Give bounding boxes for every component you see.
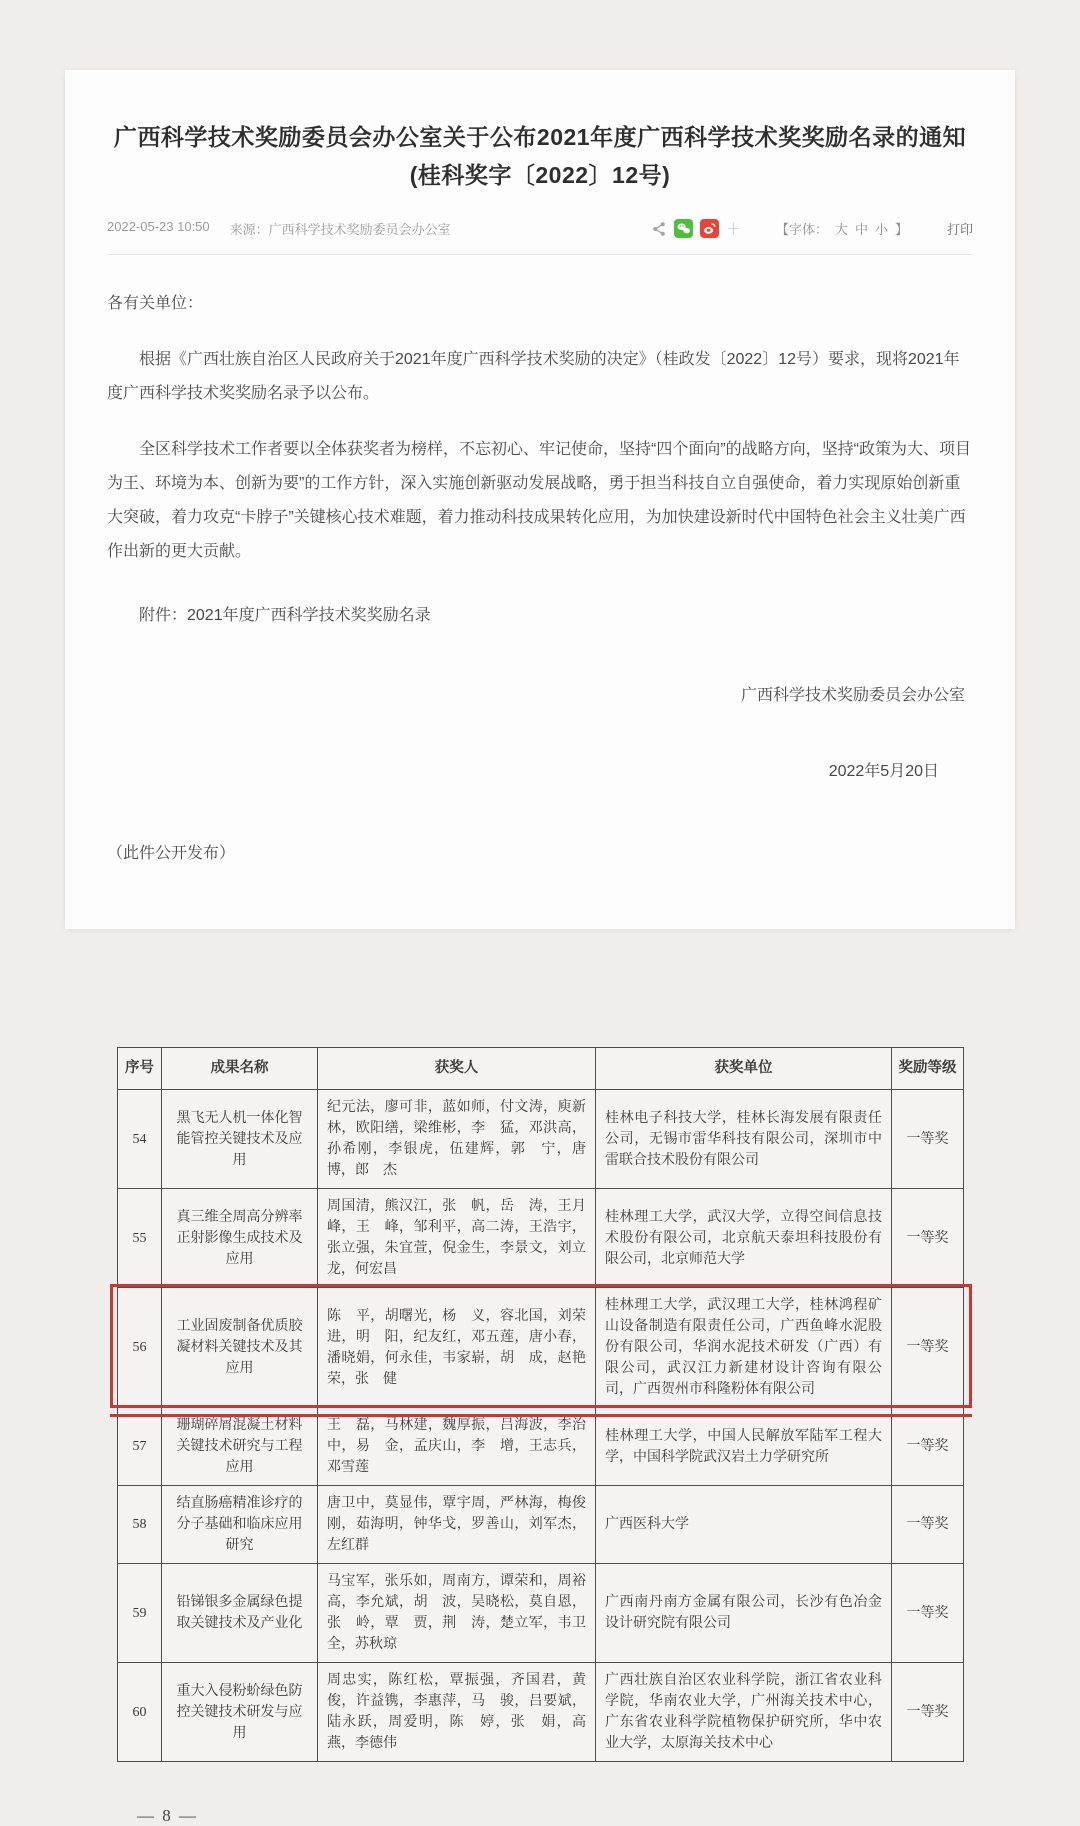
header-serial: 序号 <box>118 1048 162 1090</box>
notice-card <box>65 70 1015 929</box>
cell-serial: 57 <box>118 1408 162 1486</box>
cell-units: 广西南丹南方金属有限公司，长沙有色冶金设计研究院有限公司 <box>596 1564 892 1663</box>
cell-serial: 56 <box>118 1288 162 1408</box>
page-number: — 8 — <box>137 1806 198 1825</box>
table-row <box>118 1564 964 1663</box>
cell-achievement: 重大入侵粉蚧绿色防控关键技术研发与应用 <box>162 1663 318 1762</box>
table-header-row <box>118 1048 964 1090</box>
share-group <box>651 218 741 239</box>
cell-units: 桂林电子科技大学，桂林长海发展有限责任公司，无锡市雷华科技有限公司，深圳市中雷联合技术股份有限公司 <box>596 1090 892 1189</box>
plus-more-icon[interactable]: ＋ <box>725 221 741 238</box>
cell-grade: 一等奖 <box>892 1486 964 1564</box>
cell-achievement: 铅锑银多金属绿色提取关键技术及产业化 <box>162 1564 318 1663</box>
cell-winners: 王 磊，马林建，魏厚振，吕海波，李治中，易 金，孟庆山，李 增，王志兵，邓雪莲 <box>318 1408 596 1486</box>
header-achievement: 成果名称 <box>162 1048 318 1090</box>
cell-winners: 纪元法，廖可非，蓝如师，付文涛，庾新林，欧阳缮，梁维彬，李 猛，邓洪高，孙希刚，李银虎，伍建辉，郭 宁，唐 博，郎 杰 <box>318 1090 596 1189</box>
sign-date: 2022年5月20日 <box>828 763 939 780</box>
attachment-line: 附件：2021年度广西科学技术奖奖励名录 <box>139 607 431 624</box>
signer-office: 广西科学技术奖励委员会办公室 <box>740 687 965 704</box>
cell-winners: 周国清，熊汉江，张 帆，岳 涛，王月峰，王 峰，邹利平，高二涛，王浩宇，张立强，朱宜萱，倪金生，李景文，刘立龙，何宏昌 <box>318 1189 596 1288</box>
award-table-zone <box>117 1047 963 1826</box>
notice-body <box>107 287 973 871</box>
font-size-medium[interactable]: 中 <box>854 222 868 237</box>
source-label: 来源：广西科学技术奖励委员会办公室 <box>229 222 451 237</box>
table-row <box>118 1486 964 1564</box>
meta-bar <box>107 218 973 255</box>
cell-winners: 周忠实，陈红松，覃振强，齐国君，黄 俊，许益镌，李惠萍，马 骏，吕要斌，陆永跃，周爱明，陈 婷，张 娟，高 燕，李德伟 <box>318 1663 596 1762</box>
wechat-share-icon[interactable] <box>674 219 693 238</box>
page-title-line2: (桂科奖字〔2022〕12号) <box>409 162 671 188</box>
cell-achievement: 结直肠癌精准诊疗的分子基础和临床应用研究 <box>162 1486 318 1564</box>
share-icon[interactable] <box>651 221 667 237</box>
table-row <box>118 1189 964 1288</box>
cell-grade: 一等奖 <box>892 1189 964 1288</box>
cell-grade: 一等奖 <box>892 1288 964 1408</box>
font-size-small[interactable]: 小 <box>874 222 888 237</box>
cell-serial: 55 <box>118 1189 162 1288</box>
cell-achievement: 黑飞无人机一体化智能管控关键技术及应用 <box>162 1090 318 1189</box>
award-table <box>117 1047 964 1762</box>
cell-units: 广西壮族自治区农业科学院，浙江省农业科学院，华南农业大学，广州海关技术中心，广东省农业科学院植物保护研究所，华中农业大学，太原海关技术中心 <box>596 1663 892 1762</box>
public-release-note: （此件公开发布） <box>107 845 236 862</box>
cell-units: 广西医科大学 <box>596 1486 892 1564</box>
cell-serial: 58 <box>118 1486 162 1564</box>
cell-serial: 60 <box>118 1663 162 1762</box>
font-size-control <box>776 219 908 238</box>
publish-datetime: 2022-05-23 10:50 <box>107 219 210 234</box>
cell-achievement: 珊瑚碎屑混凝土材料关键技术研究与工程应用 <box>162 1408 318 1486</box>
cell-units: 桂林理工大学，武汉大学，立得空间信息技术股份有限公司，北京航天泰坦科技股份有限公司，北京师范大学 <box>596 1189 892 1288</box>
header-units: 获奖单位 <box>596 1048 892 1090</box>
font-label-prefix: 【字体： <box>775 222 828 237</box>
cell-serial: 59 <box>118 1564 162 1663</box>
cell-achievement: 真三维全周高分辨率正射影像生成技术及应用 <box>162 1189 318 1288</box>
table-row <box>118 1090 964 1189</box>
paragraph-basis: 根据《广西壮族自治区人民政府关于2021年度广西科学技术奖励的决定》（桂政发〔2022〕12号）要求，现将2021年度广西科学技术奖奖励名录予以公布。 <box>107 351 960 402</box>
meta-right <box>651 218 973 239</box>
header-grade: 奖励等级 <box>892 1048 964 1090</box>
cell-achievement: 工业固废制备优质胶凝材料关键技术及其应用 <box>162 1288 318 1408</box>
font-label-suffix: 】 <box>894 222 908 237</box>
table-row <box>118 1408 964 1486</box>
meta-left <box>107 219 451 238</box>
cell-grade: 一等奖 <box>892 1564 964 1663</box>
page-title <box>107 118 973 194</box>
font-size-large[interactable]: 大 <box>834 222 848 237</box>
salutation: 各有关单位： <box>107 295 204 312</box>
cell-grade: 一等奖 <box>892 1663 964 1762</box>
cell-serial: 54 <box>118 1090 162 1189</box>
cell-winners: 陈 平，胡曙光，杨 义，容北国，刘荣进，明 阳，纪友红，邓五莲，唐小春，潘晓娟，何永佳，韦家崭，胡 成，赵艳荣，张 健 <box>318 1288 596 1408</box>
page-title-line1: 广西科学技术奖励委员会办公室关于公布2021年度广西科学技术奖奖励名录的通知 <box>113 124 967 150</box>
print-button[interactable]: 打印 <box>946 222 973 237</box>
cell-grade: 一等奖 <box>892 1090 964 1189</box>
cell-units: 桂林理工大学，武汉理工大学，桂林鸿程矿山设备制造有限责任公司，广西鱼峰水泥股份有限公司，华润水泥技术研发（广西）有限公司，武汉江力新建材设计咨询有限公司，广西贺州市科隆粉体有限公司 <box>596 1288 892 1408</box>
header-winners: 获奖人 <box>318 1048 596 1090</box>
cell-grade: 一等奖 <box>892 1408 964 1486</box>
cell-winners: 马宝军，张乐如，周南方，谭荣和，周裕高，李允斌，胡 波，吴晓松，莫自恩，张 岭，覃 贾，荆 涛，楚立军，韦卫全，苏秋琼 <box>318 1564 596 1663</box>
table-row-highlighted <box>118 1288 964 1408</box>
paragraph-exhortation: 全区科学技术工作者要以全体获奖者为榜样，不忘初心、牢记使命，坚持“四个面向”的战略方向，坚持“政策为大、项目为王、环境为本、创新为要”的工作方针，深入实施创新驱动发展战略，勇于担当科技自立自强使命，着力实现原始创新重大突破，着力攻克“卡脖子”关键核心技术难题，着力推动科技成果转化应用，为加快建设新时代中国特色社会主义壮美广西作出新的更大贡献。 <box>107 441 971 560</box>
table-row <box>118 1663 964 1762</box>
cell-winners: 唐卫中，莫显伟，覃宇周，严林海，梅俊刚，茹海明，钟华戈，罗善山，刘军杰，左红群 <box>318 1486 596 1564</box>
cell-units: 桂林理工大学，中国人民解放军陆军工程大学，中国科学院武汉岩土力学研究所 <box>596 1408 892 1486</box>
weibo-share-icon[interactable] <box>700 219 719 238</box>
